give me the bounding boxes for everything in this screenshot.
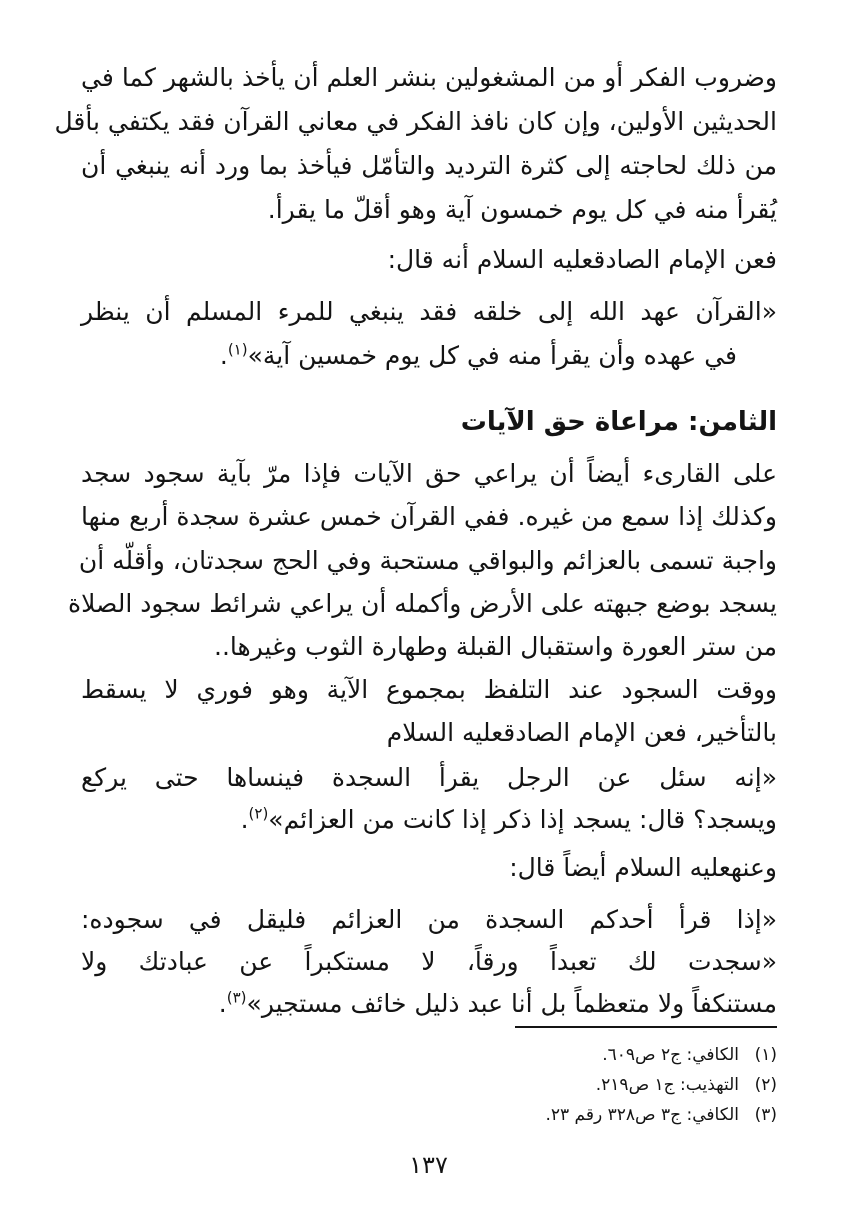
footnote-ref: (١) xyxy=(227,340,248,359)
quote-line: «سجدت لك تعبداً ورقاً، لا مستكبراً عن عبادتك ولا xyxy=(81,947,777,976)
footnote-number: (٢) xyxy=(754,1075,777,1095)
quote-line-with-ref xyxy=(81,336,737,376)
footnote-ref: (٢) xyxy=(248,804,269,823)
footnote xyxy=(177,1102,777,1128)
footnote-number: (٣) xyxy=(754,1105,777,1125)
page-number: ١٣٧ xyxy=(409,1151,448,1179)
quote-line-with-ref xyxy=(81,800,777,840)
body-line: من ذلك لحاجته إلى كثرة الترديد والتأمّل فيأخذ بما ورد أنه ينبغي أن xyxy=(81,151,777,180)
footnote xyxy=(177,1042,777,1068)
footnote-text: التهذيب: ج١ ص٢١٩. xyxy=(595,1075,739,1095)
quote-text: مستنكفاً ولا متعظماً بل أنا عبد ذليل خائف مستجير» xyxy=(246,989,777,1018)
footnote-ref: (٣) xyxy=(226,988,247,1007)
quote-line: «إذا قرأ أحدكم السجدة من العزائم فليقل في سجوده: xyxy=(81,905,777,934)
terminal-dot: . xyxy=(219,341,228,370)
body-line: الحديثين الأولين، وإن كان نافذ الفكر في معاني القرآن فقد يكتفي بأقل xyxy=(54,107,777,136)
body-line: يسجد بوضع جبهته على الأرض وأكمله أن يراعي شرائط سجود الصلاة xyxy=(68,589,777,618)
quote-text: في عهده وأن يقرأ منه في كل يوم خمسين آية» xyxy=(247,341,737,370)
section-heading: الثامن: مراعاة حق الآيات xyxy=(460,407,777,437)
terminal-dot: . xyxy=(218,989,227,1018)
quote-line: «القرآن عهد الله إلى خلقه فقد ينبغي للمرء المسلم أن ينظر xyxy=(81,297,777,326)
body-line: من ستر العورة واستقبال القبلة وطهارة الثوب وغيرها.. xyxy=(214,632,777,661)
body-line: وضروب الفكر أو من المشغولين بنشر العلم أن يأخذ بالشهر كما في xyxy=(81,63,777,92)
footnote-text: الكافي: ج٣ ص٣٢٨ رقم ٢٣. xyxy=(545,1105,739,1125)
quote-text: ويسجد؟ قال: يسجد إذا ذكر إذا كانت من العزائم» xyxy=(268,805,777,834)
body-line: يُقرأ منه في كل يوم خمسون آية وهو أقلّ ما يقرأ. xyxy=(267,195,777,224)
footnote-number: (١) xyxy=(754,1045,777,1065)
body-line: وكذلك إذا سمع من غيره. ففي القرآن خمس عشرة سجدة أربع منها xyxy=(81,502,777,531)
body-line: على القارىء أيضاً أن يراعي حق الآيات فإذا مرّ بآية سجود سجد xyxy=(81,459,777,488)
quote-intro: وعنهعليه السلام أيضاً قال: xyxy=(509,853,777,882)
terminal-dot: . xyxy=(240,805,249,834)
quote-intro: فعن الإمام الصادقعليه السلام أنه قال: xyxy=(387,245,777,274)
body-line: ووقت السجود عند التلفظ بمجموع الآية وهو فوري لا يسقط xyxy=(81,675,777,704)
body-line: واجبة تسمى بالعزائم والبواقي مستحبة وفي الحج سجدتان، وأقلّه أن xyxy=(78,546,777,575)
footnote-text: الكافي: ج٢ ص٦٠٩. xyxy=(602,1045,739,1065)
quote-line: «إنه سئل عن الرجل يقرأ السجدة فينساها حتى يركع xyxy=(81,763,777,792)
quote-line-with-ref xyxy=(81,984,777,1024)
footnote xyxy=(177,1072,777,1098)
footnote-divider xyxy=(515,1026,777,1028)
body-line: بالتأخير، فعن الإمام الصادقعليه السلام xyxy=(386,718,777,747)
